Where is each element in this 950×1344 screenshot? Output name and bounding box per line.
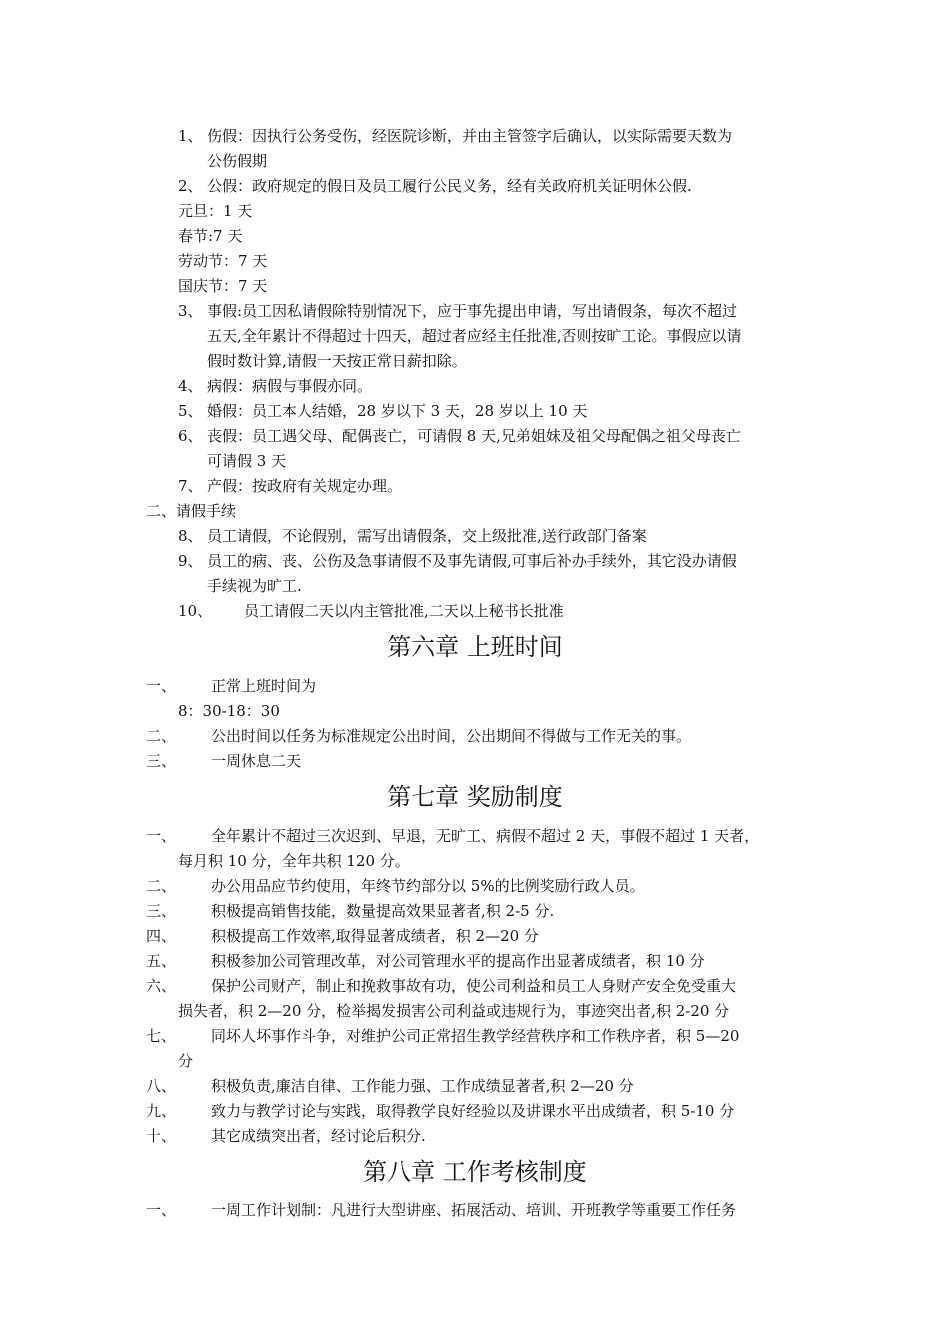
list-number: 5、: [178, 402, 203, 420]
chapter-8-title: 第八章 工作考核制度: [363, 1158, 587, 1186]
list-item-text: 分: [178, 1052, 194, 1070]
list-number: 2、: [178, 177, 203, 195]
list-item-text: 全年累计不超过三次迟到、早退，无旷工、病假不超过 2 天，事假不超过 1 天者，: [211, 827, 760, 845]
list-item-text: 一周休息二天: [211, 752, 302, 770]
list-number: 九、: [146, 1102, 177, 1120]
list-number: 4、: [178, 377, 203, 395]
holiday-line: 劳动节：7 天: [178, 252, 268, 270]
list-item-text: 可请假 3 天: [207, 452, 287, 470]
list-number: 一、: [146, 1201, 177, 1219]
chapter-6-title: 第六章 上班时间: [387, 633, 563, 661]
list-item-text: 手续视为旷工.: [207, 577, 302, 595]
list-number: 三、: [146, 752, 177, 770]
list-item-text: 员工请假二天以内主管批准,二天以上秘书长批准: [244, 602, 564, 620]
list-item-text: 每月积 10 分，全年共积 120 分。: [178, 852, 410, 870]
list-number: 二、: [146, 877, 177, 895]
list-number: 一、: [146, 677, 177, 695]
list-item-text: 公出时间以任务为标准规定公出时间，公出期间不得做与工作无关的事。: [211, 727, 692, 745]
section-heading: 二、请假手续: [146, 502, 237, 520]
list-item-text: 假时数计算,请假一天按正常日薪扣除。: [207, 352, 467, 370]
list-item-text: 办公用品应节约使用，年终节约部分以 5%的比例奖励行政人员。: [211, 877, 645, 895]
list-number: 三、: [146, 902, 177, 920]
list-item-text: 公假：政府规定的假日及员工履行公民义务，经有关政府机关证明休公假.: [207, 177, 692, 195]
list-item-text: 其它成绩突出者，经讨论后积分.: [211, 1127, 426, 1145]
list-item-text: 员工的病、丧、公伤及急事请假不及事先请假,可事后补办手续外，其它没办请假: [207, 552, 737, 570]
list-number: 四、: [146, 927, 177, 945]
list-item-text: 积极负责,廉洁自律、工作能力强、工作成绩显著者,积 2—20 分: [211, 1077, 634, 1095]
list-item-text: 正常上班时间为: [211, 677, 317, 695]
list-item-text: 积极提高销售技能，数量提高效果显著者,积 2-5 分.: [211, 902, 555, 920]
list-item-text: 一周工作计划制：凡进行大型讲座、拓展活动、培训、开班教学等重要工作任务: [211, 1201, 737, 1219]
holiday-line: 春节:7 天: [178, 227, 243, 245]
list-item-text: 积极参加公司管理改革，对公司管理水平的提高作出显著成绩者，积 10 分: [211, 952, 705, 970]
list-item-text: 员工请假，不论假别，需写出请假条，交上级批准,送行政部门备案: [207, 527, 647, 545]
list-number: 6、: [178, 427, 203, 445]
list-number: 1、: [178, 127, 203, 145]
list-number: 七、: [146, 1027, 177, 1045]
chapter-7-title: 第七章 奖励制度: [387, 783, 563, 811]
list-number: 10、: [178, 602, 213, 620]
list-item-text: 产假：按政府有关规定办理。: [207, 477, 403, 495]
list-item-text: 致力与教学讨论与实践，取得教学良好经验以及讲课水平出成绩者，积 5-10 分: [211, 1102, 735, 1120]
list-item-text: 保护公司财产，制止和挽救事故有功，使公司利益和员工人身财产安全免受重大: [211, 977, 737, 995]
list-item-text: 伤假：因执行公务受伤，经医院诊断，并由主管签字后确认，以实际需要天数为: [207, 127, 733, 145]
list-number: 8、: [178, 527, 203, 545]
list-number: 六、: [146, 977, 177, 995]
list-number: 3、: [178, 302, 203, 320]
list-item-text: 五天,全年累计不得超过十四天，超过者应经主任批准,否则按旷工论。事假应以请: [207, 327, 742, 345]
list-item-text: 8：30-18：30: [178, 702, 280, 720]
list-item-text: 婚假：员工本人结婚，28 岁以下 3 天，28 岁以上 10 天: [207, 402, 588, 420]
list-number: 五、: [146, 952, 177, 970]
list-number: 十、: [146, 1127, 177, 1145]
list-item-text: 损失者，积 2—20 分，检举揭发损害公司利益或违规行为，事迹突出者,积 2-20 分: [178, 1002, 730, 1020]
list-number: 7、: [178, 477, 203, 495]
list-item-text: 事假:员工因私请假除特别情况下，应于事先提出申请，写出请假条，每次不超过: [207, 302, 738, 320]
list-item-text: 公伤假期: [207, 152, 268, 170]
holiday-line: 元旦：1 天: [178, 202, 253, 220]
list-number: 八、: [146, 1077, 177, 1095]
list-number: 一、: [146, 827, 177, 845]
list-item-text: 丧假：员工遇父母、配偶丧亡，可请假 8 天,兄弟姐妹及祖父母配偶之祖父母丧亡: [207, 427, 741, 445]
holiday-line: 国庆节：7 天: [178, 277, 268, 295]
list-number: 9、: [178, 552, 203, 570]
list-number: 二、: [146, 727, 177, 745]
list-item-text: 同坏人坏事作斗争，对维护公司正常招生教学经营秩序和工作秩序者，积 5—20: [211, 1027, 740, 1045]
list-item-text: 积极提高工作效率,取得显著成绩者，积 2—20 分: [211, 927, 539, 945]
list-item-text: 病假：病假与事假亦同。: [207, 377, 373, 395]
